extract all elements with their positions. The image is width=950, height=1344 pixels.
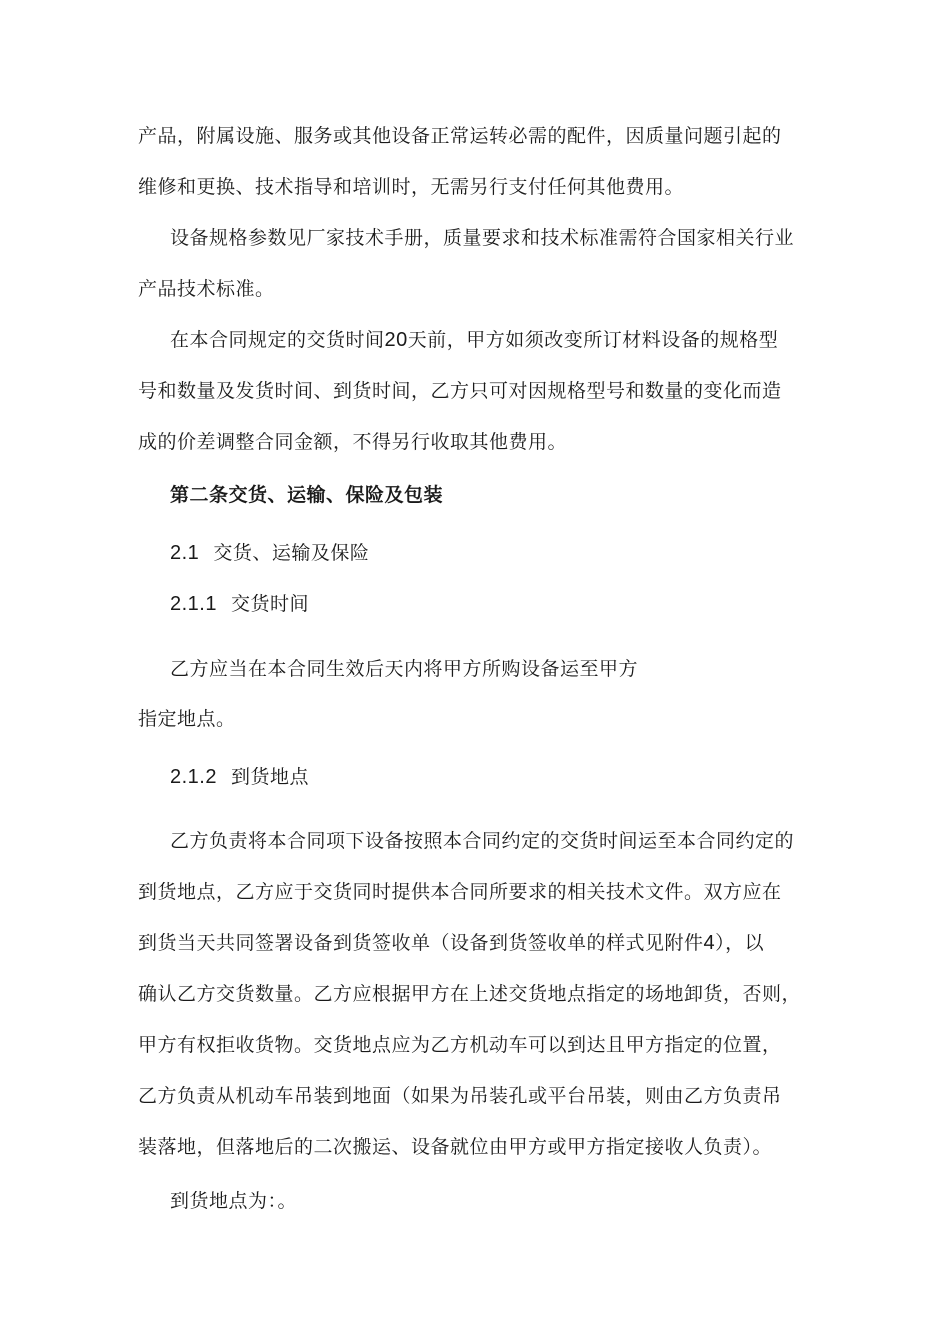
paragraph-2-line-1: 设备规格参数见厂家技术手册，质量要求和技术标准需符合国家相关行业: [170, 227, 795, 249]
section-2-1-heading: [170, 540, 369, 566]
paragraph-3-line-2: 号和数量及发货时间、到货时间，乙方只可对因规格型号和数量的变化而造: [138, 380, 782, 402]
paragraph-5-line-6: 乙方负责从机动车吊装到地面（如果为吊装孔或平台吊装，则由乙方负责吊: [138, 1085, 782, 1107]
paragraph-3-text-a: 在本合同规定的交货时间: [170, 329, 385, 351]
paragraph-4-line-2: 指定地点。: [138, 708, 236, 730]
section-2-1-2-heading: [170, 764, 309, 790]
paragraph-4-line-1: 乙方应当在本合同生效后天内将甲方所购设备运至甲方: [170, 658, 639, 680]
paragraph-3-line-3: 成的价差调整合同金额，不得另行收取其他费用。: [138, 431, 568, 453]
section-2-1-number: 2.1: [170, 542, 200, 564]
section-2-1-1-title: 交货时间: [230, 593, 309, 615]
paragraph-5-text-b: ），以: [715, 932, 765, 954]
paragraph-5-line-5: 甲方有权拒收货物。交货地点应为乙方机动车可以到达且甲方指定的位置，: [138, 1034, 782, 1056]
paragraph-5-line-3: [138, 930, 764, 956]
paragraph-5-line-1: 乙方负责将本合同项下设备按照本合同约定的交货时间运至本合同约定的: [170, 830, 795, 852]
paragraph-3-text-b: 天前，甲方如须改变所订材料设备的规格型: [407, 329, 779, 351]
paragraph-1-line-2: 维修和更换、技术指导和培训时，无需另行支付任何其他费用。: [138, 176, 685, 198]
section-2-1-1-number: 2.1.1: [170, 593, 217, 615]
paragraph-5-line-2: 到货地点，乙方应于交货同时提供本合同所要求的相关技术文件。双方应在: [138, 881, 782, 903]
section-2-1-title: 交货、运输及保险: [213, 542, 370, 564]
paragraph-1-line-1: 产品，附属设施、服务或其他设备正常运转必需的配件，因质量问题引起的: [138, 125, 782, 147]
section-2-1-1-heading: [170, 591, 309, 617]
article-2-heading: 第二条交货、运输、保险及包装: [170, 484, 444, 506]
paragraph-5-text-a: 到货当天共同签署设备到货签收单（设备到货签收单的样式见附件: [138, 932, 704, 954]
section-2-1-2-title: 到货地点: [230, 766, 309, 788]
paragraph-3-line-1: [170, 327, 778, 353]
section-2-1-2-number: 2.1.2: [170, 766, 217, 788]
paragraph-5-line-4: 确认乙方交货数量。乙方应根据甲方在上述交货地点指定的场地卸货，否则，: [138, 983, 802, 1005]
paragraph-6: 到货地点为：。: [170, 1190, 298, 1212]
paragraph-2-line-2: 产品技术标准。: [138, 278, 275, 300]
paragraph-5-line-7: 装落地，但落地后的二次搬运、设备就位由甲方或甲方指定接收人负责）。: [138, 1136, 773, 1158]
paragraph-5-number: 4: [703, 932, 716, 954]
paragraph-3-number: 20: [384, 329, 408, 351]
